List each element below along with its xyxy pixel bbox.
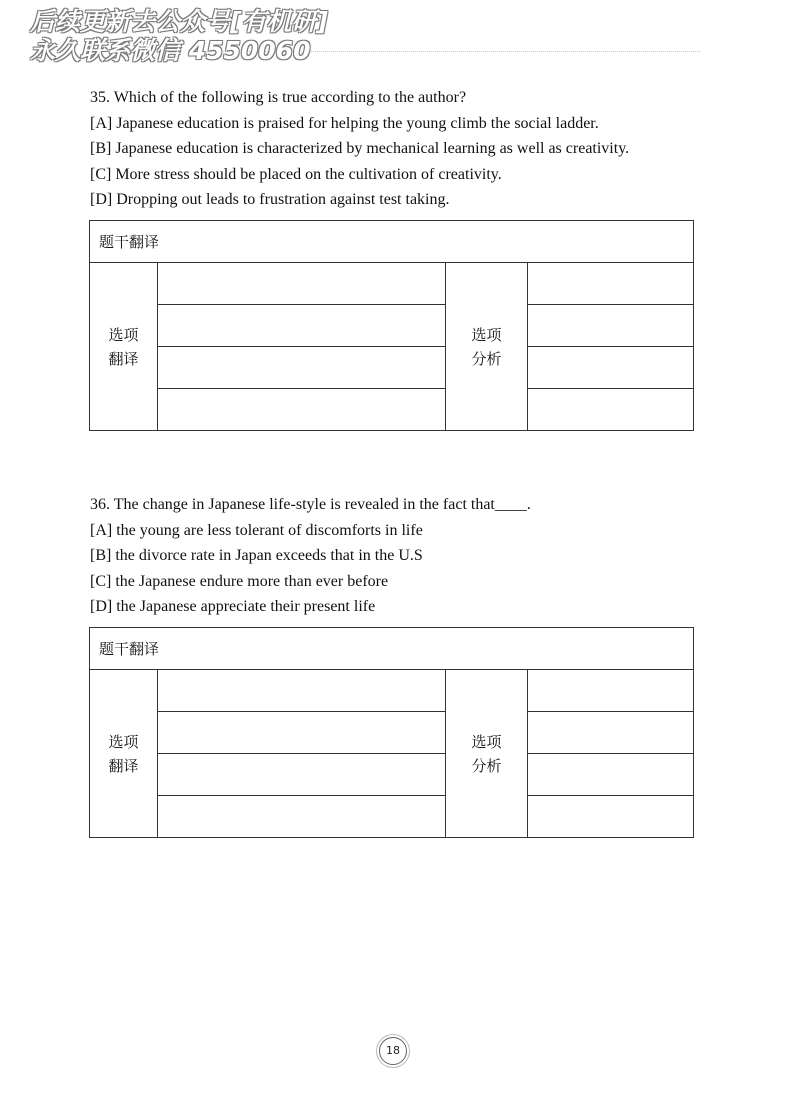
question-stem: 36. The change in Japanese life-style is revealed in the fact that____. xyxy=(90,496,531,513)
analysis-cell[interactable] xyxy=(528,712,694,754)
option-d: [D] Dropping out leads to frustration against test taking. xyxy=(90,191,450,208)
translation-cell[interactable] xyxy=(158,670,446,712)
analysis-cell[interactable] xyxy=(528,305,694,347)
analysis-cell[interactable] xyxy=(528,263,694,305)
option-analysis-label xyxy=(446,263,528,431)
analysis-cell[interactable] xyxy=(528,347,694,389)
question-stem: 35. Which of the following is true according to the author? xyxy=(90,89,467,106)
option-translation-label-line2: 翻译 xyxy=(108,756,139,775)
option-d: [D] the Japanese appreciate their present life xyxy=(90,598,376,615)
option-translation-label xyxy=(90,263,158,431)
option-a: [A] the young are less tolerant of discomforts in life xyxy=(90,521,423,539)
translation-cell[interactable] xyxy=(158,754,446,796)
watermark xyxy=(30,8,328,66)
option-analysis-label-line2: 分析 xyxy=(471,756,502,775)
option-analysis-label xyxy=(446,670,528,838)
option-a: [A] Japanese education is praised for helping the young climb the social ladder. xyxy=(90,114,599,132)
option-translation-label-line1: 选项 xyxy=(108,732,139,751)
analysis-cell[interactable] xyxy=(528,796,694,838)
watermark-line-1: 后续更新去公众号[有机研] xyxy=(30,7,328,36)
translation-cell[interactable] xyxy=(158,796,446,838)
watermark-line-2: 永久联系微信 4550060 xyxy=(30,36,311,65)
option-translation-label xyxy=(90,670,158,838)
question-35 xyxy=(90,85,710,213)
question-36 xyxy=(90,492,710,620)
analysis-cell[interactable] xyxy=(528,389,694,431)
option-b: [B] Japanese education is characterized by mechanical learning as well as creativity. xyxy=(90,140,630,157)
stem-translation-label: 题干翻译 xyxy=(90,221,694,263)
option-analysis-label-line2: 分析 xyxy=(471,349,502,368)
option-translation-label-line2: 翻译 xyxy=(108,349,139,368)
option-analysis-label-line1: 选项 xyxy=(471,732,502,751)
option-b: [B] the divorce rate in Japan exceeds that in the U.S xyxy=(90,547,423,564)
option-c: [C] the Japanese endure more than ever before xyxy=(90,572,389,590)
translation-cell[interactable] xyxy=(158,263,446,305)
option-c: [C] More stress should be placed on the cultivation of creativity. xyxy=(90,165,502,183)
answer-table-36 xyxy=(89,627,694,838)
page-number: 18 xyxy=(379,1037,407,1065)
stem-translation-label: 题干翻译 xyxy=(90,628,694,670)
translation-cell[interactable] xyxy=(158,305,446,347)
analysis-cell[interactable] xyxy=(528,754,694,796)
option-translation-label-line1: 选项 xyxy=(108,325,139,344)
translation-cell[interactable] xyxy=(158,389,446,431)
analysis-cell[interactable] xyxy=(528,670,694,712)
translation-cell[interactable] xyxy=(158,347,446,389)
translation-cell[interactable] xyxy=(158,712,446,754)
option-analysis-label-line1: 选项 xyxy=(471,325,502,344)
answer-table-35 xyxy=(89,220,694,431)
